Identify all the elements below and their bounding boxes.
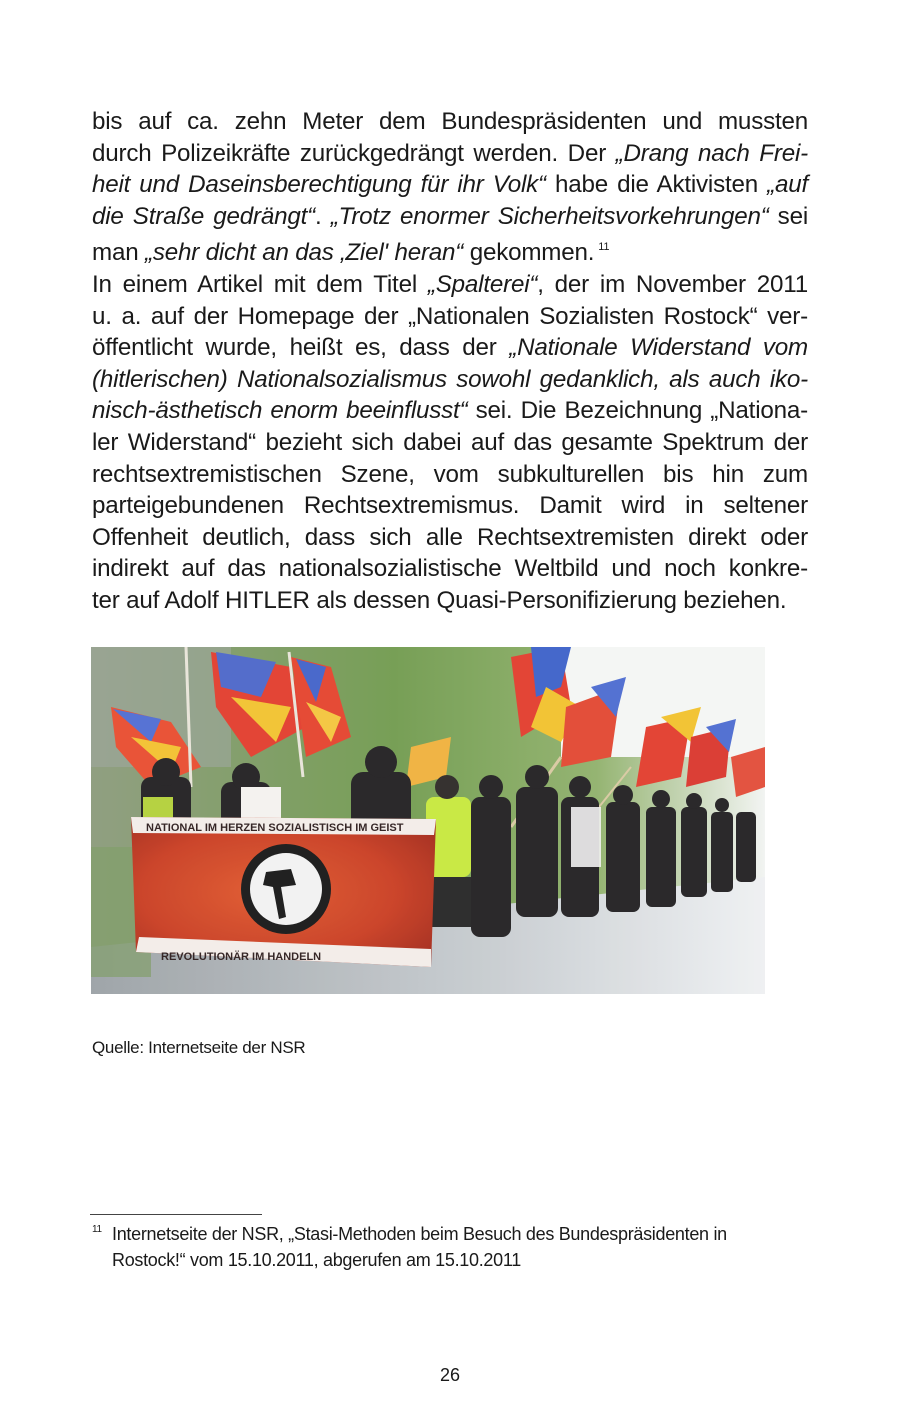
text-line: bis auf ca. zehn Meter dem Bundespräsidenten und mussten: [92, 108, 808, 135]
footnote-number: 11: [92, 1224, 102, 1235]
text-line: ler Widerstand“ bezieht sich dabei auf das gesamte Spektrum der: [92, 428, 808, 456]
footnote-line-1: Internetseite der NSR, „Stasi-Methoden beim Besuch des Bundespräsidenten in: [112, 1224, 727, 1244]
footnote-line-2: Rostock!“ vom 15.10.2011, abgerufen am 15.10.2011: [112, 1250, 521, 1270]
svg-text:NATIONAL IM HERZEN SOZIALISTIS: NATIONAL IM HERZEN SOZIALISTISCH IM GEIST: [146, 822, 404, 834]
text-line: (hitlerischen) Nationalsozialismus sowohl gedanklich, als auch iko-: [92, 365, 808, 393]
text-line: parteigebundenen Rechtsextremismus. Damit wird in seltener: [92, 492, 808, 520]
footnote-separator: [90, 1214, 262, 1215]
page-number: 26: [439, 1365, 461, 1385]
svg-text:REVOLUTIONÄR IM HANDELN: REVOLUTIONÄR IM HANDELN: [161, 951, 322, 963]
body-text: [92, 106, 808, 617]
footnote: [92, 1221, 822, 1273]
text-line: durch Polizeikräfte zurückgedrängt werden. Der „Drang nach Frei-: [92, 139, 808, 167]
demonstration-photo: [91, 647, 765, 994]
text-line: rechtsextremistischen Szene, vom subkulturellen bis hin zum: [92, 460, 808, 488]
text-line: ter auf Adolf HITLER als dessen Quasi-Personifizierung beziehen.: [92, 586, 787, 614]
text-line: heit und Daseinsberechtigung für ihr Volk“ habe die Aktivisten „auf: [92, 171, 808, 199]
photo-illustration: [91, 647, 765, 994]
text-line: die Straße gedrängt“. „Trotz enormer Sicherheitsvorkehrungen“ sei: [92, 202, 808, 230]
text-line: u. a. auf der Homepage der „Nationalen Sozialisten Rostock“ ver-: [92, 302, 808, 330]
text-line: nisch-ästhetisch enorm beeinflusst“ sei. Die Bezeichnung „Nationa-: [92, 397, 808, 425]
text-line: indirekt auf das nationalsozialistische Weltbild und noch konkre-: [92, 555, 808, 583]
text-line: Offenheit deutlich, dass sich alle Rechtsextremisten direkt oder: [92, 523, 808, 551]
photo-caption: Quelle: Internetseite der NSR: [92, 1038, 306, 1057]
footnote-reference[interactable]: 11: [598, 241, 610, 254]
text-line: man „sehr dicht an das ‚Ziel' heran“ gekommen. $^{11}$: [92, 239, 610, 267]
text-line: öffentlicht wurde, heißt es, dass der „Nationale Widerstand vom: [92, 334, 808, 362]
text-line: In einem Artikel mit dem Titel „Spalterei“, der im November 2011: [92, 270, 808, 298]
